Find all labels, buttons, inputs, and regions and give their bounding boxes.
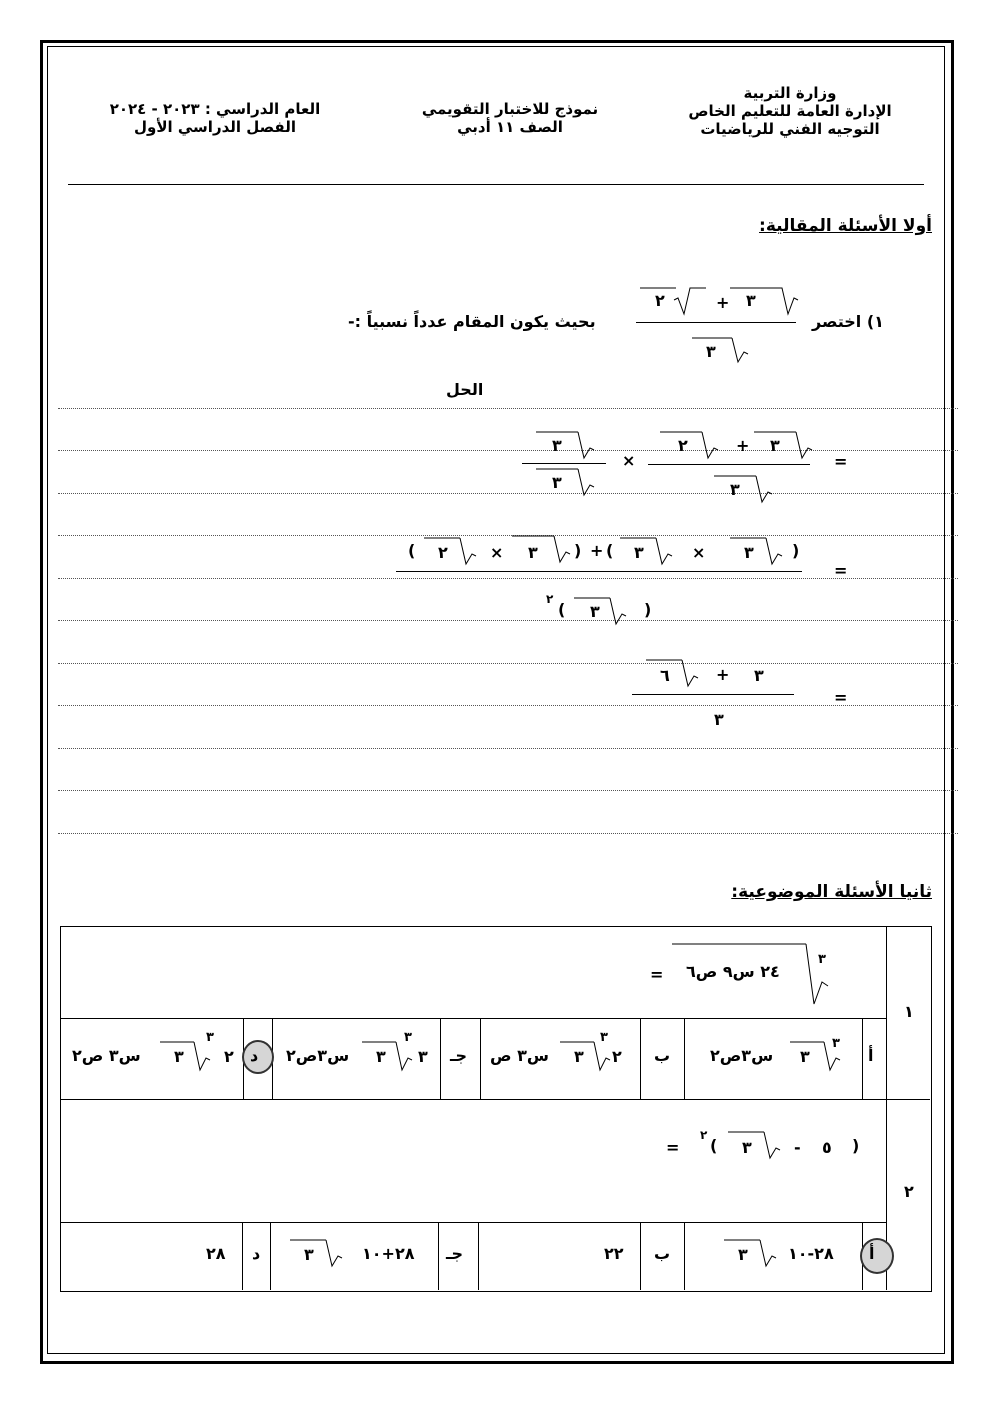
q2-stem-five: ٥ xyxy=(822,1138,832,1157)
step3-three: ٣ xyxy=(754,666,764,685)
q2-stem-minus: - xyxy=(794,1138,801,1157)
step2-two: ٢ xyxy=(438,543,448,562)
table-border xyxy=(684,1018,685,1099)
department-name: الإدارة العامة للتعليم الخاص xyxy=(688,102,892,120)
step2-three: ٣ xyxy=(528,543,538,562)
paren-close: ) xyxy=(852,1136,860,1155)
selected-answer-marker xyxy=(860,1238,894,1274)
q1-stem-equals: = xyxy=(650,965,664,984)
solution-label: الحل xyxy=(446,380,484,399)
radical-icon xyxy=(764,286,800,318)
option-b-value[interactable]: ٢٢ xyxy=(604,1244,624,1263)
option-letter-c[interactable]: جـ xyxy=(446,1244,463,1263)
q1-stem-radicand: ٢٤ س٩ ص٦ xyxy=(686,962,780,981)
option-c-term[interactable]: س٣ص٢ xyxy=(286,1046,350,1065)
radical-icon xyxy=(724,1238,780,1272)
paren-open: ( xyxy=(408,541,416,560)
step2-three: ٣ xyxy=(634,543,644,562)
option-a-radicand[interactable]: ٣ xyxy=(800,1047,810,1066)
option-letter-b[interactable]: ب xyxy=(654,1244,671,1263)
table-border xyxy=(440,1018,441,1099)
radical-icon xyxy=(536,467,596,501)
option-c-radicand[interactable]: ٣ xyxy=(376,1047,386,1066)
cube-root-icon xyxy=(672,942,842,1008)
option-c-value[interactable]: ٢٨+١٠ xyxy=(362,1244,415,1263)
header-right xyxy=(680,84,900,138)
radical-icon xyxy=(714,474,774,508)
answer-line xyxy=(58,748,958,749)
table-border xyxy=(270,1222,271,1290)
table-border xyxy=(480,1018,481,1099)
question-number: ١ xyxy=(904,1002,914,1021)
option-d-coef[interactable]: ٢ xyxy=(224,1047,234,1066)
academic-year: العام الدراسي : ٢٠٢٣ - ٢٠٢٤ xyxy=(109,100,321,118)
option-a-index: ٣ xyxy=(832,1036,840,1051)
option-d-term[interactable]: س٣ ص٢ xyxy=(72,1046,141,1065)
step2-three: ٣ xyxy=(744,543,754,562)
q2-stem-radicand: ٣ xyxy=(742,1138,752,1157)
step2-square: ٢ xyxy=(546,592,554,606)
paren-close: ) xyxy=(574,541,582,560)
answer-line xyxy=(58,450,958,451)
table-border xyxy=(862,1018,863,1099)
step2-times: × xyxy=(692,543,706,562)
q1-label: ١) اختصر xyxy=(812,312,884,331)
radical-icon xyxy=(646,658,702,692)
table-border xyxy=(60,1099,930,1100)
step1-plus: + xyxy=(736,436,750,455)
step3-three: ٣ xyxy=(714,710,724,729)
grade-label: الصف ١١ أدبي xyxy=(457,118,563,136)
answer-line xyxy=(58,620,958,621)
step1-times: × xyxy=(622,451,636,470)
section1-title: أولا الأسئلة المقالية: xyxy=(759,216,932,236)
paren-open: ( xyxy=(558,600,566,619)
section2-title: ثانيا الأسئلة الموضوعية: xyxy=(731,882,932,902)
step1-three: ٣ xyxy=(552,436,562,455)
step3-plus: + xyxy=(716,665,730,684)
table-border xyxy=(640,1222,641,1290)
option-letter-d[interactable]: د xyxy=(250,1046,259,1065)
step1-two: ٢ xyxy=(678,436,688,455)
q2-stem-square: ٢ xyxy=(700,1128,708,1142)
radical-icon xyxy=(672,286,708,318)
q1-plus: + xyxy=(716,293,730,312)
radical-icon xyxy=(660,430,720,464)
table-border xyxy=(886,926,887,1290)
q2-stem-equals: = xyxy=(666,1138,680,1157)
step1-bar xyxy=(522,463,606,464)
answer-line xyxy=(58,790,958,791)
option-b-radicand[interactable]: ٣ xyxy=(574,1047,584,1066)
answer-line xyxy=(58,493,958,494)
cube-root-icon xyxy=(160,1040,212,1074)
radical-icon xyxy=(536,430,596,464)
paren-close: ) xyxy=(644,600,652,619)
option-c-coef[interactable]: ٣ xyxy=(418,1047,428,1066)
option-letter-d[interactable]: د xyxy=(252,1244,261,1263)
option-letter-a[interactable]: أ xyxy=(869,1244,875,1263)
table-border xyxy=(478,1222,479,1290)
step2-plus: + xyxy=(590,541,604,560)
option-letter-c[interactable]: جـ xyxy=(450,1046,467,1065)
cube-root-icon xyxy=(362,1040,414,1074)
q1-text: بحيث يكون المقام عدداً نسبياً :- xyxy=(348,312,596,331)
option-d-value[interactable]: ٢٨ xyxy=(206,1244,226,1263)
answer-line xyxy=(58,705,958,706)
step1-equals: = xyxy=(834,452,848,471)
option-c-radicand[interactable]: ٣ xyxy=(304,1245,314,1264)
option-b-coef[interactable]: ٢ xyxy=(612,1047,622,1066)
radical-icon xyxy=(730,536,786,570)
option-letter-b[interactable]: ب xyxy=(654,1046,671,1065)
step1-three: ٣ xyxy=(730,480,740,499)
radical-icon xyxy=(512,534,572,568)
table-border xyxy=(60,1222,886,1223)
step1-three: ٣ xyxy=(552,473,562,492)
answer-line xyxy=(58,535,958,536)
step2-times: × xyxy=(490,543,504,562)
radical-icon xyxy=(424,536,480,570)
q1-fraction-bar xyxy=(636,322,796,323)
header-left xyxy=(85,100,345,136)
cube-root-icon xyxy=(790,1040,842,1074)
ministry-name: وزارة التربية xyxy=(743,84,837,102)
option-a-value[interactable]: ٢٨-١٠ xyxy=(788,1244,834,1263)
paren-open: ( xyxy=(606,541,614,560)
option-b-index: ٣ xyxy=(600,1030,608,1045)
supervision-name: التوجيه الفني للرياضيات xyxy=(700,120,880,138)
table-border xyxy=(60,1018,886,1019)
step2-bar xyxy=(396,571,802,572)
answer-line xyxy=(58,578,958,579)
option-letter-a[interactable]: أ xyxy=(868,1046,874,1065)
option-a-radicand[interactable]: ٣ xyxy=(738,1245,748,1264)
semester-label: الفصل الدراسي الأول xyxy=(134,118,296,136)
paren-open: ( xyxy=(710,1136,718,1155)
question-number: ٢ xyxy=(904,1182,914,1201)
radical-icon xyxy=(620,536,676,570)
step2-equals: = xyxy=(834,561,848,580)
paren-close: ) xyxy=(792,541,800,560)
exam-title: نموذج للاختبار التقويمي xyxy=(421,100,599,118)
table-border xyxy=(640,1018,641,1099)
header-center xyxy=(400,100,620,136)
option-d-index: ٣ xyxy=(206,1030,214,1045)
radical-overline xyxy=(730,286,766,318)
table-border xyxy=(438,1222,439,1290)
radical-icon xyxy=(692,336,752,366)
root-index: ٣ xyxy=(818,952,826,967)
radical-icon xyxy=(728,1130,784,1164)
option-b-term[interactable]: س٣ ص xyxy=(490,1046,549,1065)
answer-line xyxy=(58,833,958,834)
header-separator xyxy=(68,184,924,185)
step2-three: ٣ xyxy=(590,602,600,621)
cube-root-icon xyxy=(560,1040,612,1074)
answer-line xyxy=(58,663,958,664)
step1-bar xyxy=(648,464,810,465)
option-c-index: ٣ xyxy=(404,1030,412,1045)
step3-equals: = xyxy=(834,688,848,707)
table-border xyxy=(684,1222,685,1290)
q1-den-three: ٣ xyxy=(706,342,716,361)
q1-num-two: ٢ xyxy=(655,291,665,310)
step3-six: ٦ xyxy=(660,666,670,685)
option-a-term[interactable]: س٣ص٢ xyxy=(710,1046,774,1065)
radical-overline xyxy=(640,286,676,318)
answer-line xyxy=(58,408,958,409)
step1-three: ٣ xyxy=(770,436,780,455)
radical-icon xyxy=(754,430,814,464)
radical-icon xyxy=(290,1238,346,1272)
q1-num-three: ٣ xyxy=(746,291,756,310)
option-d-radicand[interactable]: ٣ xyxy=(174,1047,184,1066)
step3-bar xyxy=(632,694,794,695)
radical-icon xyxy=(574,596,630,630)
table-border xyxy=(242,1222,243,1290)
